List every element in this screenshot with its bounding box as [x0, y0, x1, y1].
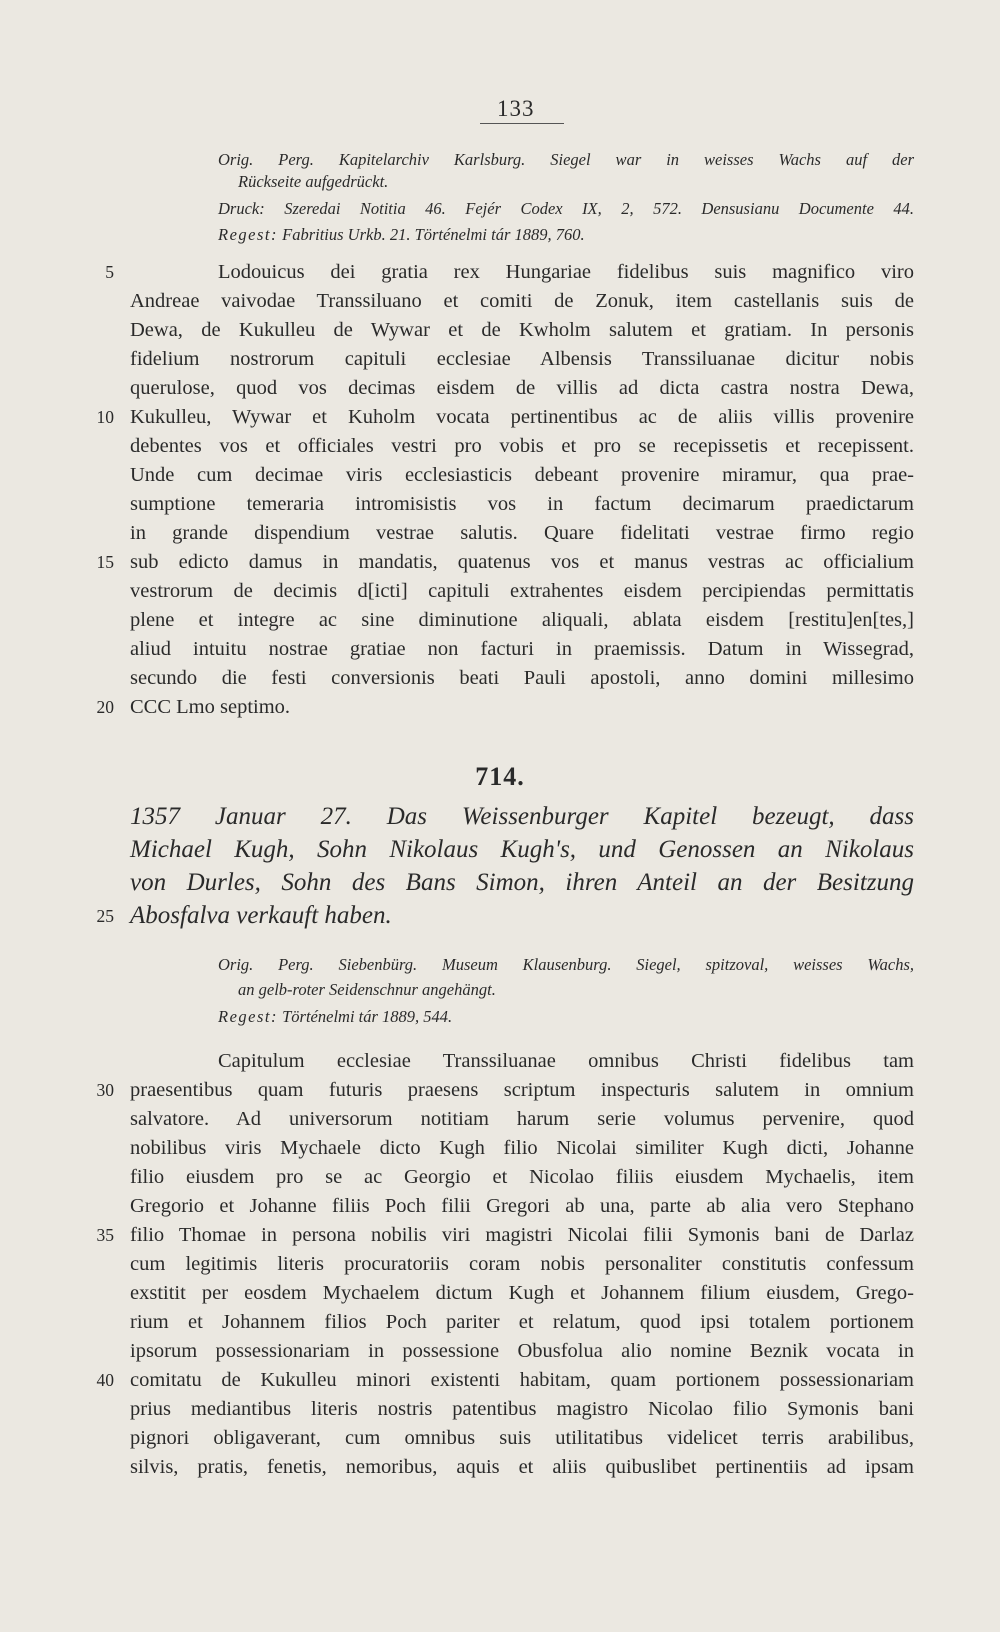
- body-line: Gregorio et Johanne filiis Poch filii Gregori ab una, parte ab alia vero Stephano: [130, 1195, 914, 1217]
- source-note: Rückseite aufgedrückt.: [238, 172, 389, 191]
- print-text: Szeredai Notitia 46. Fejér Codex IX, 2, 572. Densusianu Documente 44.: [264, 199, 914, 218]
- body-line: praesentibus quam futuris praesens scriptum inspecturis salutem in omnium: [130, 1079, 914, 1101]
- regest-text: Történelmi tár 1889, 544.: [277, 1007, 453, 1026]
- body-line: Andreae vaivodae Transsiluano et comiti de Zonuk, item castellanis suis de: [130, 290, 914, 312]
- body-line: exstitit per eosdem Mychaelem dictum Kugh et Johannem filium eiusdem, Grego-: [130, 1282, 914, 1304]
- body-line: CCC Lmo septimo.: [130, 696, 291, 718]
- body-line: aliud intuitu nostrae gratiae non facturi in praemissis. Datum in Wissegrad,: [130, 638, 914, 660]
- body-line: ipsorum possessionariam in possessione Obusfolua alio nomine Beznik vocata in: [130, 1340, 914, 1362]
- body-line: querulose, quod vos decimas eisdem de villis ad dicta castra nostra Dewa,: [130, 377, 914, 399]
- margin-line-number: 30: [96, 1080, 114, 1100]
- body-line: cum legitimis literis procuratoriis coram nobis personaliter constitutis confessum: [130, 1253, 914, 1275]
- source-note: an gelb-roter Seidenschnur angehängt.: [238, 980, 496, 999]
- body-line: nobilibus viris Mychaele dicto Kugh filio Nicolai similiter Kugh dicti, Johanne: [130, 1137, 914, 1159]
- regest-heading: Michael Kugh, Sohn Nikolaus Kugh's, und Genossen an Nikolaus: [130, 836, 914, 863]
- margin-line-number: 15: [96, 552, 114, 572]
- margin-line-number: 40: [96, 1370, 114, 1390]
- print-note: [218, 196, 914, 222]
- regest-heading: von Durles, Sohn des Bans Simon, ihren Anteil an der Besitzung: [130, 869, 914, 896]
- body-line: vestrorum de decimis d[icti] capituli extrahentes eisdem percipiendas permittatis: [130, 580, 914, 602]
- regest-heading: 1357 Januar 27. Das Weissenburger Kapitel bezeugt, dass: [130, 803, 914, 830]
- body-line: secundo die festi conversionis beati Pauli apostoli, anno domini millesimo: [130, 667, 914, 689]
- print-label: Druck:: [218, 199, 265, 218]
- body-line: prius mediantibus literis nostris patentibus magistro Nicolao filio Symonis bani: [130, 1398, 914, 1420]
- body-line: in grande dispendium vestrae salutis. Quare fidelitati vestrae firmo regio: [130, 522, 914, 544]
- regest-note: [218, 222, 914, 248]
- document-number: 714.: [475, 762, 525, 791]
- margin-line-number: 25: [96, 906, 114, 926]
- body-line: salvatore. Ad universorum notitiam harum serie volumus pervenire, quod: [130, 1108, 914, 1130]
- body-line: Kukulleu, Wywar et Kuholm vocata pertinentibus ac de aliis villis provenire: [130, 406, 914, 428]
- body-line: pignori obligaverant, cum omnibus suis utilitatibus videlicet terris arabilibus,: [130, 1427, 914, 1449]
- regest-heading: Abosfalva verkauft haben.: [130, 902, 392, 929]
- body-line: Lodouicus dei gratia rex Hungariae fidelibus suis magnifico viro: [218, 261, 914, 283]
- margin-line-number: 35: [96, 1225, 114, 1245]
- body-line: comitatu de Kukulleu minori existenti habitam, quam portionem possessionariam: [130, 1369, 914, 1391]
- body-line: plene et integre ac sine diminutione aliquali, ablata eisdem [restitu]en[tes,]: [130, 609, 914, 631]
- page-number: 133: [497, 96, 535, 121]
- body-line: sumptione temeraria intromisistis vos in factum decimarum praedictarum: [130, 493, 914, 515]
- body-line: Capitulum ecclesiae Transsiluanae omnibus Christi fidelibus tam: [218, 1050, 914, 1072]
- regest-label: Regest:: [218, 1007, 278, 1026]
- margin-line-number: 5: [105, 262, 114, 282]
- body-line: rium et Johannem filios Poch pariter et relatum, quod ipsi totalem portionem: [130, 1311, 914, 1333]
- regest-note: [218, 1004, 914, 1030]
- margin-line-number: 20: [96, 697, 114, 717]
- source-note: Orig. Perg. Siebenbürg. Museum Klausenburg. Siegel, spitzoval, weisses Wachs,: [218, 955, 914, 974]
- body-line: debentes vos et officiales vestri pro vobis et pro se recepissetis et recepissent.: [130, 435, 914, 457]
- body-line: Dewa, de Kukulleu de Wywar et de Kwholm salutem et gratiam. In personis: [130, 319, 914, 341]
- body-line: filio eiusdem pro se ac Georgio et Nicolao filiis eiusdem Mychaelis, item: [130, 1166, 914, 1188]
- body-line: sub edicto damus in mandatis, quatenus vos et manus vestras ac officialium: [130, 551, 914, 573]
- body-line: silvis, pratis, fenetis, nemoribus, aquis et aliis quibuslibet pertinentiis ad ipsam: [130, 1456, 914, 1478]
- body-line: Unde cum decimae viris ecclesiasticis debeant provenire miramur, qua prae-: [130, 464, 914, 486]
- page-number-rule: [480, 123, 564, 124]
- regest-text: Fabritius Urkb. 21. Történelmi tár 1889, 760.: [277, 225, 585, 244]
- body-line: filio Thomae in persona nobilis viri magistri Nicolai filii Symonis bani de Darlaz: [130, 1224, 914, 1246]
- margin-line-number: 10: [96, 407, 114, 427]
- source-note: Orig. Perg. Kapitelarchiv Karlsburg. Siegel war in weisses Wachs auf der: [218, 150, 914, 169]
- body-line: fidelium nostrorum capituli ecclesiae Albensis Transsiluanae dicitur nobis: [130, 348, 914, 370]
- regest-label: Regest:: [218, 225, 278, 244]
